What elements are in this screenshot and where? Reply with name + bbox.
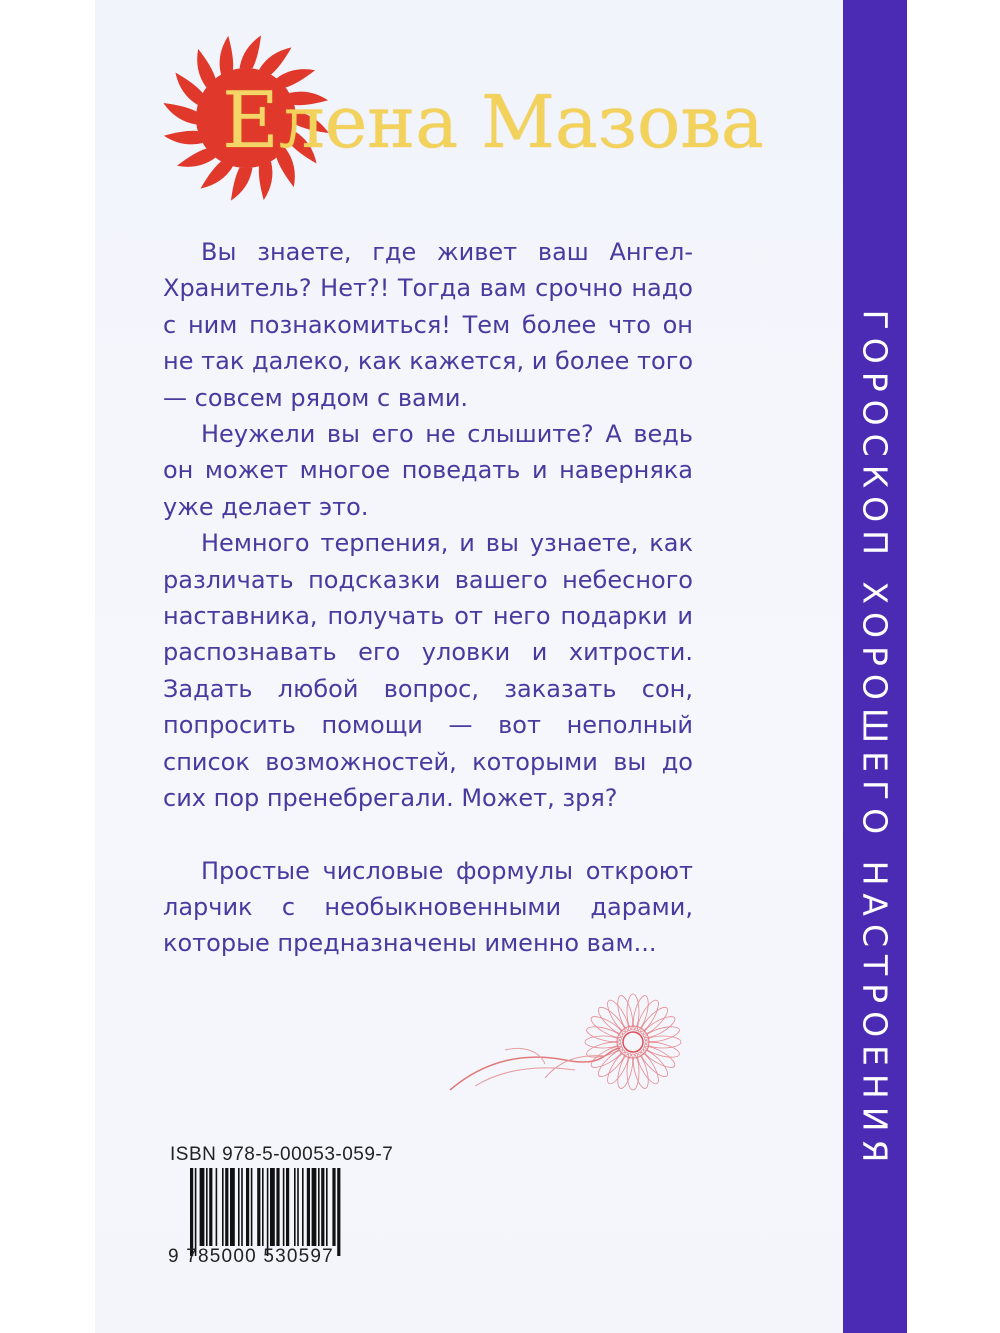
- blurb-paragraph-4: Простые числовые формулы откроют ларчик с необыкновенными дарами, которые предназначены именно вам...: [163, 856, 693, 958]
- spine-title: ГОРОСКОП ХОРОШЕГО НАСТРОЕНИЯ: [855, 309, 895, 1171]
- barcode-digits: 9 785000 530597: [168, 1246, 334, 1267]
- author-initial: Е: [222, 76, 279, 166]
- isbn-label: ISBN 978-5-00053-059-7: [170, 1144, 394, 1165]
- blurb-paragraph-2: Неужели вы его не слышите? А ведь он может многое поведать и наверняка уже делает это.: [163, 420, 693, 521]
- blurb-text: [163, 234, 693, 962]
- author-name: [222, 76, 764, 166]
- flower-ornament-icon: [445, 990, 695, 1100]
- barcode-icon: [190, 1168, 390, 1258]
- blurb-paragraph-3: Немного терпения, и вы узнаете, как различать подсказки вашего небесного наставника, получать от него подарки и распознавать его уловки и хитрости. Задать любой вопрос, заказать сон, попросить помощи — вот неполный список возможностей, которыми вы до сих пор пренебрегали. Может, зря?: [163, 529, 693, 813]
- blurb-paragraph-1: Вы знаете, где живет ваш Ангел-Хранитель? Нет?! Тогда вам срочно надо с ним познакомиться! Тем более что он не так далеко, как кажется, и более того — совсем рядом с вами.: [163, 238, 693, 412]
- author-surname: лена Мазова: [278, 80, 764, 164]
